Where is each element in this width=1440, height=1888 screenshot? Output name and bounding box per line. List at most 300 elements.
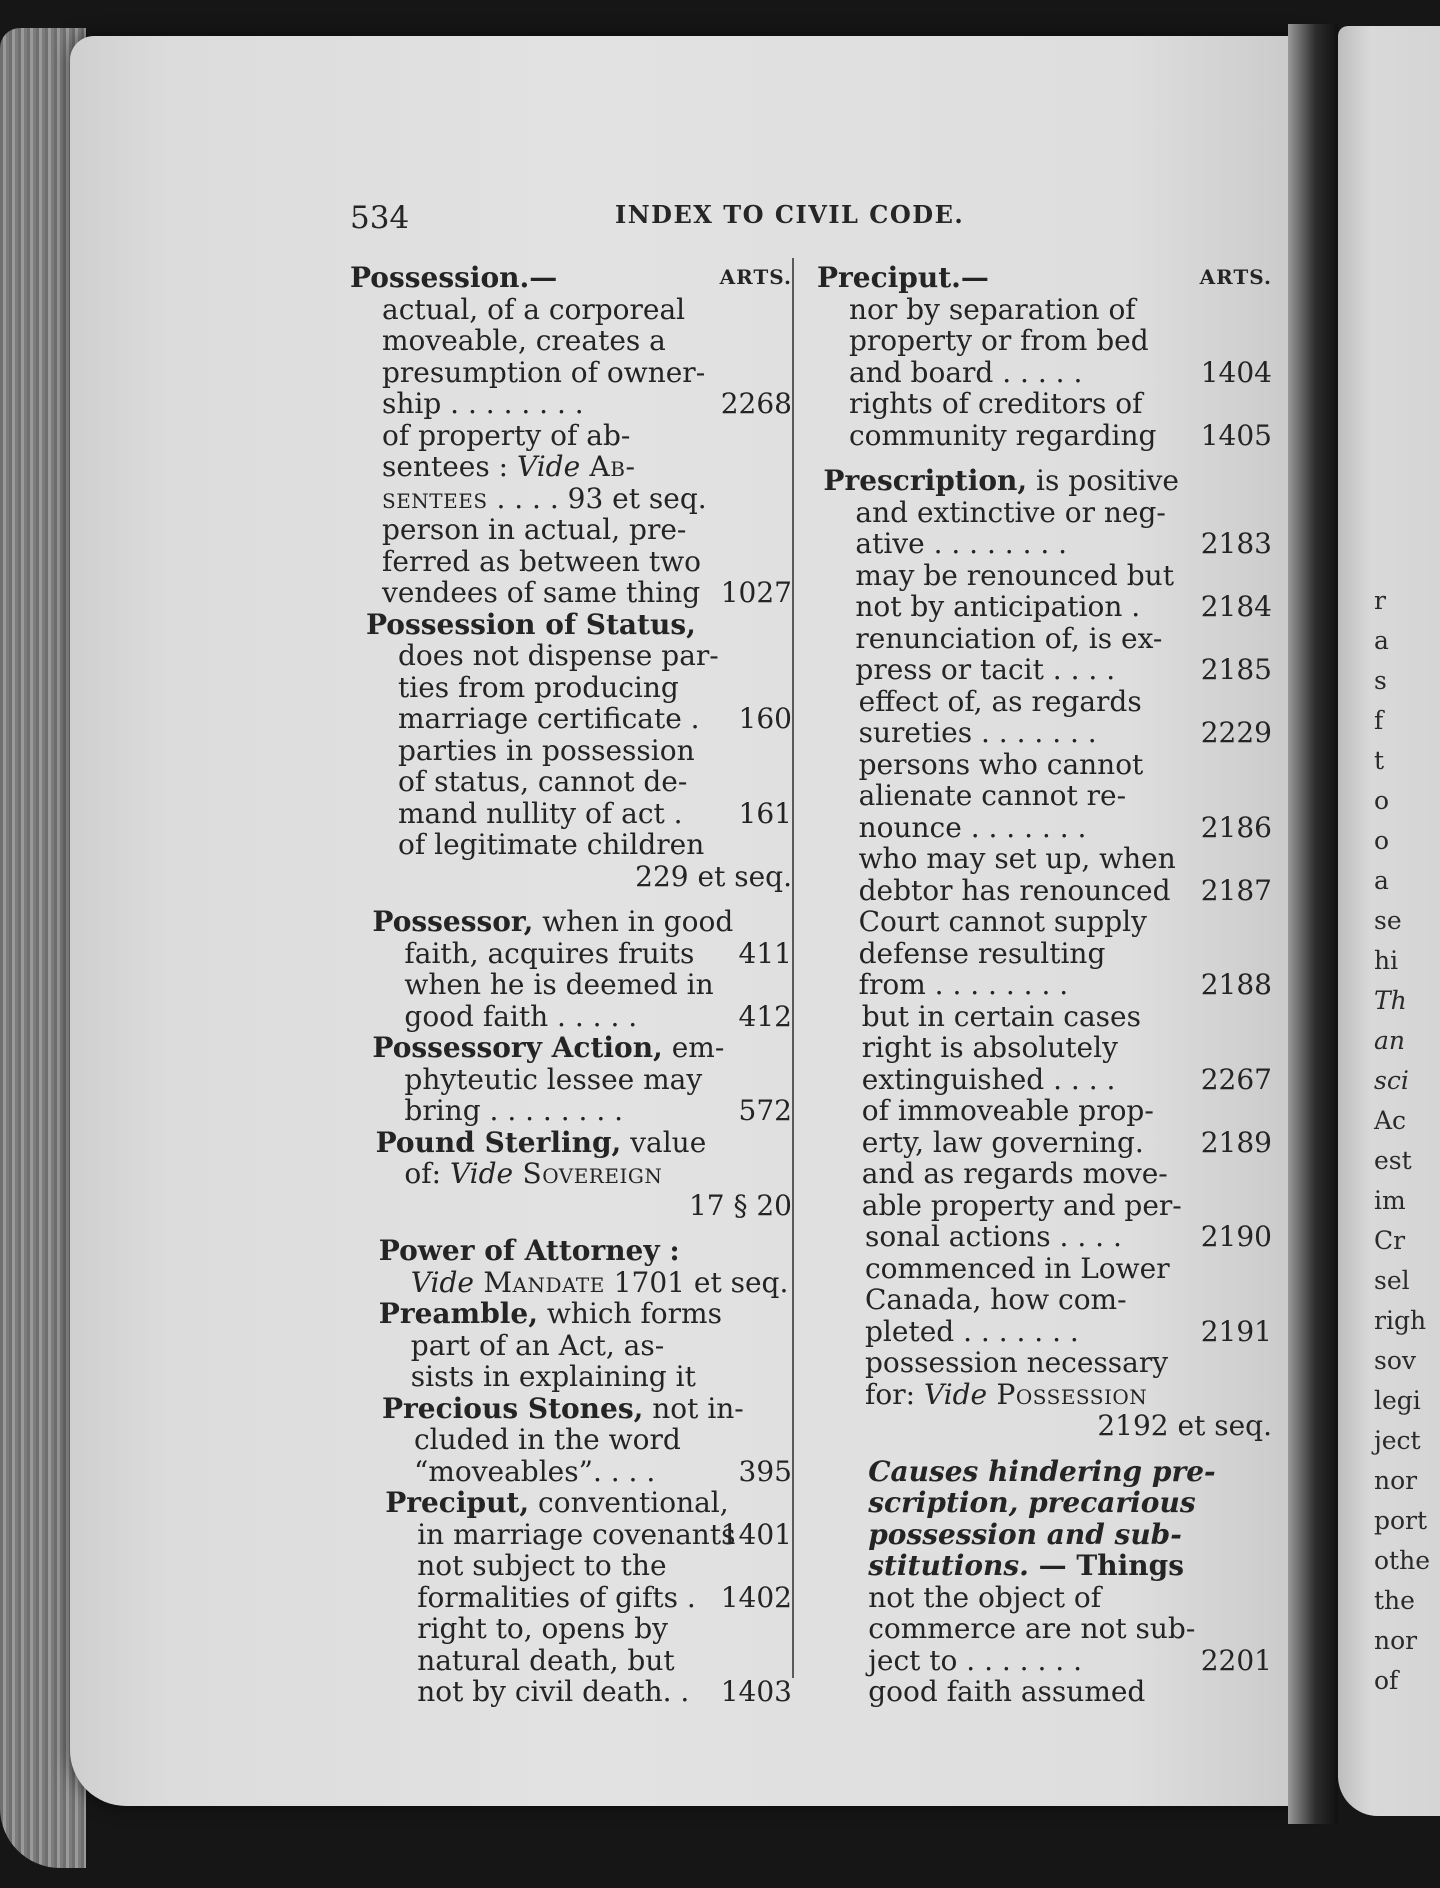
entry-heading: Preciput.— (817, 261, 989, 294)
index-line (350, 735, 792, 767)
entry-heading: Power of Attorney : (378, 1234, 680, 1267)
entry-text (849, 294, 1136, 326)
cross-reference: sentees (382, 481, 488, 515)
facing-page-text-fragment: se (1374, 906, 1402, 935)
index-line (350, 1267, 792, 1299)
index-line (350, 483, 792, 515)
index-line (817, 1032, 1272, 1064)
entry-heading: Preciput, (385, 1486, 530, 1519)
index-line (817, 938, 1272, 970)
index-line (350, 1645, 792, 1677)
entry-text (382, 420, 630, 452)
facing-page-text-fragment: hi (1374, 946, 1399, 975)
entry-heading: Possession.— (350, 261, 558, 294)
index-line (350, 1519, 792, 1551)
article-number: 411 (738, 936, 792, 970)
entry-text (372, 1032, 724, 1064)
index-line (817, 843, 1272, 875)
index-line (350, 577, 792, 609)
index-line (817, 357, 1272, 389)
entry-text (868, 1613, 1195, 1645)
entry-text (865, 1253, 1170, 1285)
index-line (350, 1456, 792, 1488)
facing-page-text-fragment: o (1374, 826, 1390, 855)
italic-heading: stitutions. (868, 1549, 1029, 1582)
entry-line: and board . . . . . (849, 355, 1083, 389)
entry-line: marriage certificate . (398, 702, 700, 735)
entry-text (398, 703, 700, 735)
entry-continuation: which forms (537, 1297, 722, 1330)
article-number: 2184 (1200, 590, 1272, 623)
facing-page-text-fragment: f (1374, 706, 1384, 735)
facing-page-text-fragment: a (1374, 626, 1389, 655)
article-number: 160 (738, 702, 792, 735)
index-line (817, 812, 1272, 844)
article-reference: 229 et seq. (635, 859, 792, 893)
entry-line: part of an Act, as- (410, 1328, 665, 1362)
entry-line: persons who cannot (858, 747, 1144, 781)
page-number: 534 (350, 200, 410, 236)
facing-page-text-fragment: est (1374, 1146, 1412, 1175)
index-line (350, 703, 792, 735)
entry-line: and extinctive or neg- (855, 495, 1166, 529)
index-line (350, 640, 792, 672)
index-line (350, 766, 792, 798)
index-line (350, 969, 792, 1001)
entry-line: sonal actions . . . . (865, 1220, 1122, 1253)
entry-gap (817, 451, 1272, 465)
entry-line: of status, cannot de- (398, 765, 688, 798)
article-number: 412 (738, 999, 792, 1033)
entry-text (868, 1456, 1215, 1488)
entry-text (376, 1127, 707, 1159)
entry-text (862, 1095, 1154, 1127)
index-line (817, 325, 1272, 357)
entry-line: extinguished . . . . (861, 1062, 1116, 1096)
index-line (817, 388, 1272, 420)
index-line (350, 1298, 792, 1330)
entry-text (382, 388, 584, 420)
entry-line: formalities of gifts . (417, 1580, 696, 1614)
index-line (350, 1127, 792, 1159)
entry-text (855, 497, 1165, 529)
index-line (817, 1127, 1272, 1159)
article-number: 1404 (1200, 355, 1272, 389)
entry-line: actual, of a corporeal (382, 292, 686, 326)
index-line (817, 780, 1272, 812)
entry-text (382, 451, 635, 483)
index-line (350, 1361, 792, 1393)
entry-line: faith, acquires fruits (404, 936, 695, 970)
entry-text (385, 1487, 728, 1519)
article-number: 2268 (720, 387, 792, 420)
arts-label: ARTS. (719, 265, 792, 289)
entry-text (350, 262, 557, 294)
entry-line: of: (404, 1157, 450, 1190)
entry-line: renunciation of, is ex- (855, 621, 1163, 655)
index-line (817, 420, 1272, 452)
article-number: 1027 (720, 576, 792, 609)
entry-text (398, 672, 679, 704)
entry-heading: Possession of Status, (366, 607, 696, 641)
entry-text (398, 798, 683, 830)
left-index-column (350, 262, 792, 1708)
index-line (817, 1284, 1272, 1316)
entry-text (379, 1235, 680, 1267)
entry-text (849, 388, 1142, 420)
entry-text (865, 1379, 1147, 1411)
italic-heading: Causes hindering pre- (868, 1454, 1216, 1488)
facing-page-text-fragment: sci (1374, 1066, 1409, 1095)
index-line (350, 1676, 792, 1708)
entry-line: alienate cannot re- (858, 779, 1127, 812)
page-header (350, 200, 1300, 236)
entry-text (865, 1284, 1127, 1316)
index-line (350, 1064, 792, 1096)
index-line (350, 1487, 792, 1519)
entry-line: person in actual, pre- (382, 513, 687, 546)
index-line (350, 1235, 792, 1267)
entry-text (859, 969, 1069, 1001)
index-line (350, 1001, 792, 1033)
entry-line: vendees of same thing (382, 576, 701, 609)
entry-text (414, 1456, 655, 1488)
entry-text (859, 875, 1171, 907)
cross-reference: Mandate (473, 1265, 605, 1299)
index-line (817, 1582, 1272, 1614)
entry-line: ative . . . . . . . . (855, 527, 1068, 560)
entry-continuation: when in good (533, 905, 734, 938)
entry-line: rights of creditors of (849, 387, 1143, 420)
entry-text (382, 577, 700, 609)
entry-line: right to, opens by (417, 1612, 668, 1645)
entry-line: good faith . . . . . (404, 999, 638, 1033)
right-index-column (817, 262, 1272, 1708)
index-line (817, 749, 1272, 781)
vide-reference: Vide (449, 1157, 514, 1190)
entry-line: “moveables”. . . . (414, 1454, 656, 1488)
entry-text (859, 843, 1176, 875)
entry-line: able property and per- (861, 1188, 1182, 1222)
index-line (817, 875, 1272, 907)
entry-line: presumption of owner- (382, 355, 706, 389)
entry-text (859, 812, 1087, 844)
facing-page-text-fragment: righ (1374, 1306, 1427, 1335)
entry-text (859, 906, 1147, 938)
entry-line: when he is deemed in (404, 968, 714, 1001)
index-line (817, 969, 1272, 1001)
facing-page-text-fragment: s (1374, 666, 1387, 695)
article-number: 2191 (1200, 1314, 1272, 1348)
facing-page-edge (1338, 26, 1440, 1816)
index-line (817, 1456, 1272, 1488)
vide-reference: Vide (923, 1377, 988, 1411)
entry-text (859, 749, 1144, 781)
entry-text (855, 654, 1115, 686)
index-line (350, 1393, 792, 1425)
entry-line: may be renounced but (855, 558, 1174, 592)
entry-line: not by civil death. . (417, 1675, 690, 1708)
entry-text (398, 640, 719, 672)
entry-line: for: (865, 1377, 924, 1411)
entry-text (862, 1190, 1182, 1222)
entry-line: phyteutic lessee may (404, 1062, 703, 1096)
entry-text (414, 1424, 681, 1456)
entry-line: ject to . . . . . . . (868, 1643, 1082, 1677)
entry-text (411, 1267, 789, 1299)
entry-continuation: em- (662, 1031, 725, 1064)
entry-line: moveable, creates a (382, 324, 666, 357)
entry-text (862, 1158, 1168, 1190)
facing-page-text-fragment: an (1374, 1026, 1406, 1055)
entry-text (382, 514, 686, 546)
index-line (350, 1550, 792, 1582)
entry-text (398, 735, 695, 767)
index-line (350, 672, 792, 704)
facing-page-text-fragment: sov (1374, 1346, 1417, 1375)
index-line (817, 1095, 1272, 1127)
entry-text (404, 969, 713, 1001)
index-line (817, 1221, 1272, 1253)
entry-text (868, 1487, 1195, 1519)
index-line (350, 1032, 792, 1064)
index-line (350, 294, 792, 326)
entry-text (417, 1613, 668, 1645)
entry-line: nounce . . . . . . . (858, 810, 1087, 844)
index-line (817, 1519, 1272, 1551)
entry-text (417, 1676, 689, 1708)
entry-continuation: conventional, (529, 1486, 729, 1519)
entry-line: mand nullity of act . (398, 796, 683, 830)
facing-page-text-fragment: the (1374, 1586, 1415, 1615)
entry-text (417, 1519, 735, 1551)
entry-text (868, 1645, 1082, 1677)
entry-line: not the object of (868, 1580, 1102, 1614)
index-line (817, 560, 1272, 592)
index-line (350, 829, 792, 861)
entry-text (411, 1330, 664, 1362)
entry-text (404, 938, 694, 970)
facing-page-text-fragment: port (1374, 1506, 1428, 1535)
index-line (350, 514, 792, 546)
entry-text (855, 623, 1162, 655)
index-line (817, 294, 1272, 326)
entry-text (862, 1032, 1118, 1064)
index-line (350, 1158, 792, 1190)
index-line (350, 1095, 792, 1127)
index-line (350, 546, 792, 578)
entry-line: press or tacit . . . . (855, 653, 1116, 686)
entry-text (855, 591, 1140, 623)
facing-page-text-fragment: legi (1374, 1386, 1421, 1415)
facing-page-text-fragment: r (1374, 586, 1386, 615)
index-line (817, 654, 1272, 686)
entry-text (817, 262, 989, 294)
article-number: 2190 (1200, 1220, 1272, 1253)
index-line (817, 1001, 1272, 1033)
facing-page-text-fragment: ject (1374, 1426, 1421, 1455)
entry-line: Court cannot supply (858, 905, 1147, 938)
entry-continuation: not in- (643, 1391, 744, 1425)
article-number: 2188 (1200, 968, 1272, 1001)
entry-heading: Possessory Action, (372, 1031, 663, 1064)
entry-text (859, 938, 1106, 970)
entry-text (868, 1519, 1182, 1551)
index-line (817, 623, 1272, 655)
entry-text (382, 325, 666, 357)
entry-text (849, 325, 1149, 357)
facing-page-text-fragment: sel (1374, 1266, 1410, 1295)
italic-heading: scription, precarious (868, 1486, 1196, 1519)
index-line (817, 262, 1272, 294)
index-line (350, 325, 792, 357)
entry-text (417, 1645, 674, 1677)
entry-text (862, 1064, 1116, 1096)
index-line (817, 1064, 1272, 1096)
index-line (350, 861, 792, 893)
index-line (817, 906, 1272, 938)
entry-line: erty, law governing. (861, 1125, 1144, 1159)
index-line (350, 938, 792, 970)
entry-text (382, 1393, 744, 1425)
entry-text (379, 1298, 722, 1330)
article-reference: 2192 et seq. (1097, 1409, 1272, 1442)
entry-line-tail: . . . . 93 et seq. (487, 481, 707, 515)
article-number: 2185 (1200, 653, 1272, 686)
entry-text (411, 1361, 696, 1393)
article-number: 2201 (1200, 1643, 1272, 1677)
entry-line: not by anticipation . (855, 590, 1141, 623)
article-number: 1403 (720, 1675, 792, 1708)
entry-text (868, 1676, 1145, 1708)
entry-line: right is absolutely (861, 1031, 1118, 1064)
article-number: 2183 (1200, 527, 1272, 560)
entry-line: from . . . . . . . . (858, 968, 1069, 1001)
entry-continuation: value (621, 1125, 707, 1159)
entry-text (417, 1582, 696, 1614)
cross-reference: Ab- (580, 450, 636, 483)
entry-text (382, 483, 707, 515)
entry-text (859, 780, 1127, 812)
index-line (350, 798, 792, 830)
article-number: 2187 (1200, 873, 1272, 907)
entry-text (855, 560, 1174, 592)
article-number: 161 (738, 796, 792, 830)
index-line (817, 1158, 1272, 1190)
index-line (350, 262, 792, 294)
index-line (817, 686, 1272, 718)
entry-line: ferred as between two (382, 544, 701, 578)
entry-line: of immoveable prop- (861, 1094, 1154, 1127)
running-title: INDEX TO CIVIL CODE. (615, 200, 965, 229)
index-line (350, 609, 792, 641)
entry-text (849, 420, 1156, 452)
entry-text (404, 1095, 623, 1127)
entry-line: sists in explaining it (410, 1360, 696, 1393)
article-number: 2186 (1200, 810, 1272, 844)
entry-text (865, 1347, 1168, 1379)
entry-heading: Possessor, (372, 905, 534, 938)
index-line (817, 1676, 1272, 1708)
entry-line: debtor has renounced (858, 873, 1171, 907)
entry-text (372, 906, 733, 938)
facing-page-text-fragment: o (1374, 786, 1390, 815)
entry-text (417, 1550, 666, 1582)
entry-text (855, 528, 1067, 560)
article-number: 1405 (1200, 418, 1272, 452)
facing-page-text-fragment: Ac (1374, 1106, 1407, 1135)
entry-line: property or from bed (849, 324, 1149, 357)
index-line (817, 1645, 1272, 1677)
article-number: 572 (738, 1094, 792, 1127)
arts-label: ARTS. (1199, 265, 1272, 289)
entry-line: of property of ab- (382, 418, 631, 452)
entry-line: and as regards move- (861, 1157, 1168, 1190)
vide-reference: Vide (410, 1265, 474, 1299)
entry-line: of legitimate children (398, 828, 705, 861)
italic-heading: possession and sub- (868, 1517, 1182, 1551)
entry-continuation: is positive (1027, 464, 1179, 497)
article-number: 2229 (1200, 716, 1272, 749)
entry-line: parties in possession (398, 733, 695, 767)
index-line (817, 591, 1272, 623)
facing-page-text-fragment: t (1374, 746, 1385, 775)
index-line (350, 388, 792, 420)
entry-text (398, 829, 704, 861)
entry-line: defense resulting (858, 936, 1106, 970)
book-gutter (1288, 24, 1338, 1824)
facing-page-text-fragment: im (1374, 1186, 1406, 1215)
entry-line: ties from producing (398, 670, 679, 704)
facing-page-text-fragment: othe (1374, 1546, 1430, 1575)
vide-reference: Vide (516, 450, 581, 483)
entry-line: sureties . . . . . . . (858, 716, 1097, 749)
entry-text (849, 357, 1082, 389)
facing-page-text-fragment: a (1374, 866, 1389, 895)
entry-text (382, 357, 705, 389)
facing-page-text-fragment: nor (1374, 1466, 1418, 1495)
entry-text (366, 609, 696, 641)
index-line (350, 451, 792, 483)
facing-page-text-fragment: Cr (1374, 1226, 1406, 1255)
entry-text (868, 1582, 1101, 1614)
entry-line: natural death, but (417, 1643, 675, 1677)
cross-reference: Sovereign (513, 1157, 663, 1190)
index-line (817, 1410, 1272, 1442)
index-line (817, 717, 1272, 749)
entry-line: Canada, how com- (865, 1283, 1127, 1316)
index-line (817, 1347, 1272, 1379)
entry-line: but in certain cases (861, 999, 1141, 1033)
article-reference: 17 § 20 (688, 1188, 792, 1222)
entry-line: community regarding (849, 418, 1157, 452)
entry-text (398, 766, 687, 798)
entry-line: in marriage covenants (417, 1517, 736, 1551)
facing-page-text-fragment: Th (1374, 986, 1407, 1015)
entry-text (382, 546, 701, 578)
entry-text (859, 686, 1142, 718)
article-number: 395 (738, 1454, 792, 1488)
index-line (350, 1582, 792, 1614)
entry-line: pleted . . . . . . . (865, 1314, 1079, 1348)
entry-line: possession necessary (865, 1346, 1169, 1379)
entry-text (865, 1316, 1079, 1348)
entry-line-tail: 1701 et seq. (604, 1265, 789, 1299)
index-line (350, 1190, 792, 1222)
index-line (817, 528, 1272, 560)
entry-line: bring . . . . . . . . (404, 1094, 624, 1127)
facing-page-text-fragment: of (1374, 1666, 1399, 1695)
